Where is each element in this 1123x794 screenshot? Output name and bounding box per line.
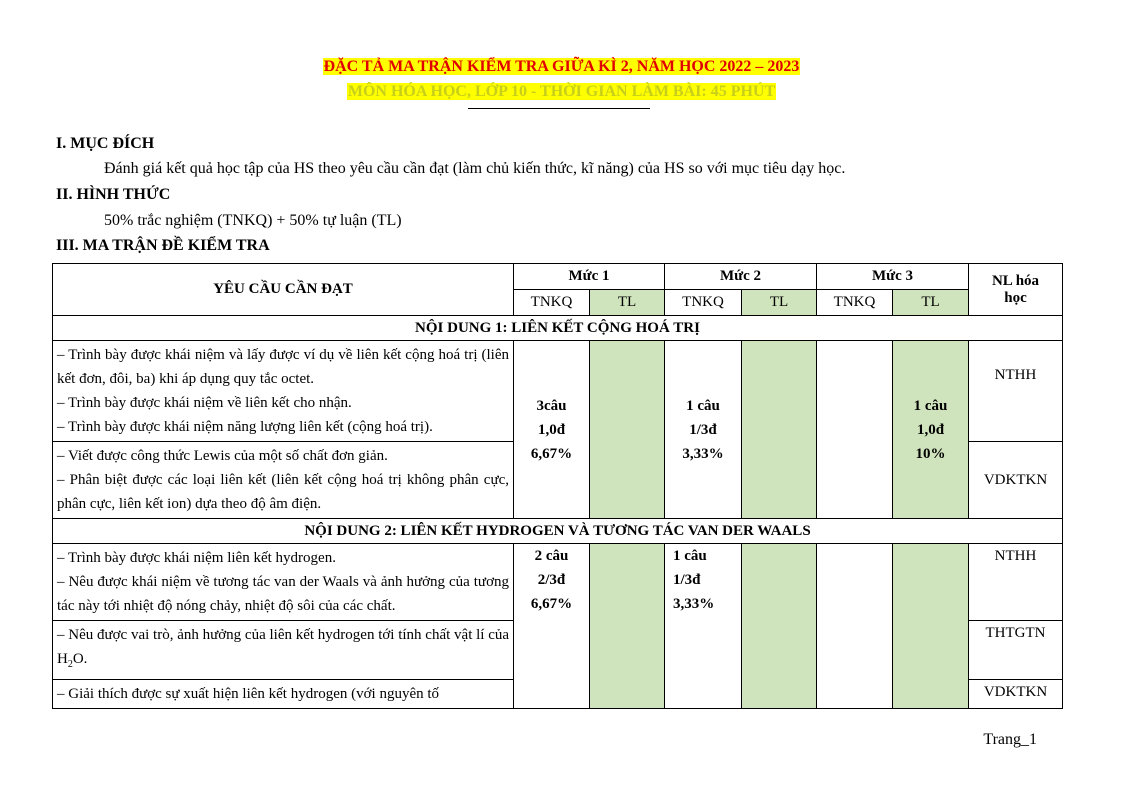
- content-2-level-3-tl: [893, 544, 969, 709]
- competency-header: NL hóa học: [969, 264, 1063, 316]
- requirement-header: YÊU CẦU CẦN ĐẠT: [53, 264, 514, 316]
- content-1-requirements-b: – Viết được công thức Lewis của một số chất đơn giản. – Phân biệt được các loại liên kết (liên kết cộng hoá trị không phân cực, phân cực, liên kết ion) dựa theo độ âm điện.: [53, 442, 514, 519]
- section-1-text: Đánh giá kết quả học tập của HS theo yêu cầu cần đạt (làm chủ kiến thức, kĩ năng) của HS so với mục tiêu dạy học.: [104, 160, 846, 177]
- content-1-competency-a: NTHH: [969, 341, 1063, 442]
- content-2-competency-a: NTHH: [969, 544, 1063, 621]
- document-subtitle: MÔN HÓA HỌC, LỚP 10 - THỜI GIAN LÀM BÀI: 45 PHÚT: [347, 83, 776, 100]
- section-2-text: 50% trắc nghiệm (TNKQ) + 50% tự luận (TL): [104, 212, 402, 229]
- level-1-header: Mức 1: [514, 264, 665, 290]
- level-3-tnkq-header: TNKQ: [817, 290, 893, 316]
- content-1-level-1-tl: [590, 341, 665, 519]
- section-3-heading: III. MA TRẬN ĐỀ KIỂM TRA: [56, 237, 270, 254]
- content-2-level-2-tl: [742, 544, 817, 709]
- content-2-competency-c: VDKTKN: [969, 680, 1063, 709]
- exam-matrix-table: [52, 263, 1063, 709]
- content-1-competency-b: VDKTKN: [969, 442, 1063, 519]
- level-2-tnkq-header: TNKQ: [665, 290, 742, 316]
- content-1-requirements-a: – Trình bày được khái niệm và lấy được ví dụ về liên kết cộng hoá trị (liên kết đơn, đôi, ba) khi áp dụng quy tắc octet. – Trình bày được khái niệm về liên kết cho nhận. – Trình bày được khái niệm năng lượng liên kết (cộng hoá trị).: [53, 341, 514, 442]
- content-2-title: NỘI DUNG 2: LIÊN KẾT HYDROGEN VÀ TƯƠNG TÁC VAN DER WAALS: [53, 519, 1063, 544]
- content-2-requirements-b: – Nêu được vai trò, ảnh hưởng của liên kết hydrogen tới tính chất vật lí của $H_2O$.: [53, 621, 514, 680]
- content-1-level-2-tl: [742, 341, 817, 519]
- content-1-level-3-tl: 1 câu 1,0đ 10%: [893, 341, 969, 519]
- content-1-title: NỘI DUNG 1: LIÊN KẾT CỘNG HOÁ TRỊ: [53, 316, 1063, 341]
- level-2-header: Mức 2: [665, 264, 817, 290]
- content-1-level-3-tnkq: [817, 341, 893, 519]
- page-number: Trang_1: [983, 731, 1037, 748]
- title-underline: [468, 108, 650, 109]
- level-1-tnkq-header: TNKQ: [514, 290, 590, 316]
- content-2-level-3-tnkq: [817, 544, 893, 709]
- content-2-level-1-tl: [590, 544, 665, 709]
- level-3-tl-header: TL: [893, 290, 969, 316]
- section-2-heading: II. HÌNH THỨC: [56, 186, 171, 203]
- section-1-heading: I. MỤC ĐÍCH: [56, 135, 155, 152]
- content-2-level-1-tnkq: 2 câu 2/3đ 6,67%: [514, 544, 590, 709]
- level-1-tl-header: TL: [590, 290, 665, 316]
- content-1-level-1-tnkq: 3câu 1,0đ 6,67%: [514, 341, 590, 519]
- level-2-tl-header: TL: [742, 290, 817, 316]
- content-2-requirements-a: – Trình bày được khái niệm liên kết hydrogen. – Nêu được khái niệm về tương tác van der Waals và ảnh hưởng của tương tác này tới nhiệt độ nóng chảy, nhiệt độ sôi của các chất.: [53, 544, 514, 621]
- content-1-level-2-tnkq: 1 câu 1/3đ 3,33%: [665, 341, 742, 519]
- content-2-competency-b: THTGTN: [969, 621, 1063, 680]
- level-3-header: Mức 3: [817, 264, 969, 290]
- content-2-level-2-tnkq: 1 câu 1/3đ 3,33%: [665, 544, 742, 709]
- content-2-requirements-c: – Giải thích được sự xuất hiện liên kết hydrogen (với nguyên tố: [53, 680, 514, 709]
- document-title: ĐẶC TẢ MA TRẬN KIỂM TRA GIỮA KÌ 2, NĂM HỌC 2022 – 2023: [323, 58, 800, 75]
